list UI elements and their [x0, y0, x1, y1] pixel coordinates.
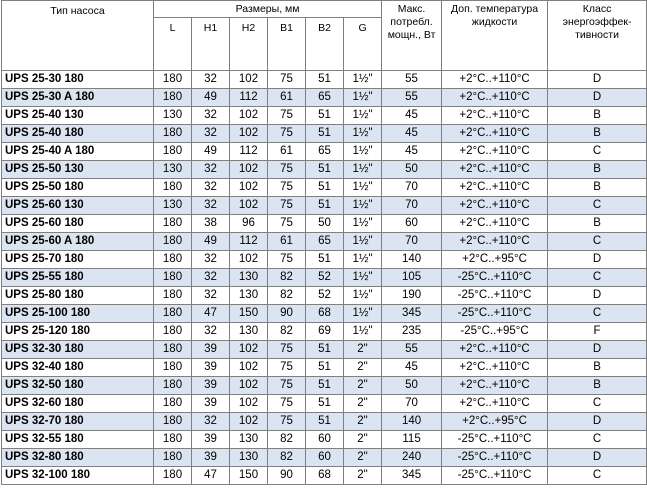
table-row [2, 89, 647, 107]
table-row [2, 305, 647, 323]
width-b1-cell: 75 [268, 125, 306, 143]
thread-g-cell: 1½" [344, 197, 382, 215]
width-b1-cell: 82 [268, 449, 306, 467]
fluid-temp-cell: +2°C..+110°C [442, 161, 548, 179]
length-l-cell: 180 [154, 287, 192, 305]
length-l-cell: 180 [154, 341, 192, 359]
table-row [2, 107, 647, 125]
length-l-cell: 180 [154, 377, 192, 395]
table-row [2, 251, 647, 269]
fluid-temp-cell: +2°C..+110°C [442, 395, 548, 413]
fluid-temp-cell: +2°C..+110°C [442, 233, 548, 251]
energy-class-cell: D [548, 71, 647, 89]
table-row [2, 449, 647, 467]
width-b2-cell: 51 [306, 107, 344, 125]
max-power-cell: 55 [382, 341, 442, 359]
length-l-cell: 180 [154, 233, 192, 251]
height-h2-cell: 102 [230, 197, 268, 215]
pump-model-cell: UPS 25-30 A 180 [2, 89, 154, 107]
height-h1-cell: 39 [192, 449, 230, 467]
max-power-cell: 115 [382, 431, 442, 449]
header-h2: H2 [230, 18, 268, 71]
max-power-cell: 45 [382, 359, 442, 377]
max-power-cell: 190 [382, 287, 442, 305]
pump-model-cell: UPS 32-30 180 [2, 341, 154, 359]
max-power-cell: 60 [382, 215, 442, 233]
height-h2-cell: 130 [230, 431, 268, 449]
max-power-cell: 50 [382, 377, 442, 395]
height-h1-cell: 39 [192, 359, 230, 377]
max-power-cell: 345 [382, 467, 442, 485]
thread-g-cell: 2" [344, 413, 382, 431]
fluid-temp-cell: +2°C..+110°C [442, 215, 548, 233]
energy-class-cell: D [548, 251, 647, 269]
max-power-cell: 70 [382, 179, 442, 197]
energy-class-cell: B [548, 107, 647, 125]
height-h1-cell: 39 [192, 431, 230, 449]
height-h2-cell: 150 [230, 467, 268, 485]
thread-g-cell: 2" [344, 431, 382, 449]
pump-model-cell: UPS 25-60 A 180 [2, 233, 154, 251]
width-b2-cell: 51 [306, 161, 344, 179]
thread-g-cell: 1½" [344, 269, 382, 287]
table-body [2, 71, 647, 485]
height-h1-cell: 32 [192, 323, 230, 341]
length-l-cell: 180 [154, 89, 192, 107]
energy-class-cell: D [548, 341, 647, 359]
header-fluid-temp: Доп. температура жидкости [442, 1, 548, 71]
table-row [2, 71, 647, 89]
length-l-cell: 130 [154, 161, 192, 179]
height-h2-cell: 112 [230, 143, 268, 161]
pump-model-cell: UPS 25-50 180 [2, 179, 154, 197]
height-h2-cell: 102 [230, 125, 268, 143]
fluid-temp-cell: +2°C..+110°C [442, 107, 548, 125]
height-h2-cell: 102 [230, 341, 268, 359]
height-h1-cell: 32 [192, 251, 230, 269]
pump-model-cell: UPS 25-50 130 [2, 161, 154, 179]
height-h2-cell: 112 [230, 89, 268, 107]
thread-g-cell: 2" [344, 395, 382, 413]
height-h2-cell: 102 [230, 359, 268, 377]
max-power-cell: 240 [382, 449, 442, 467]
thread-g-cell: 1½" [344, 71, 382, 89]
pump-model-cell: UPS 32-55 180 [2, 431, 154, 449]
fluid-temp-cell: +2°C..+110°C [442, 179, 548, 197]
width-b1-cell: 75 [268, 161, 306, 179]
thread-g-cell: 2" [344, 467, 382, 485]
height-h2-cell: 102 [230, 395, 268, 413]
height-h1-cell: 47 [192, 305, 230, 323]
length-l-cell: 180 [154, 431, 192, 449]
fluid-temp-cell: -25°C..+110°C [442, 287, 548, 305]
length-l-cell: 180 [154, 269, 192, 287]
thread-g-cell: 1½" [344, 107, 382, 125]
height-h2-cell: 96 [230, 215, 268, 233]
length-l-cell: 180 [154, 395, 192, 413]
max-power-cell: 345 [382, 305, 442, 323]
energy-class-cell: C [548, 467, 647, 485]
header-b1: B1 [268, 18, 306, 71]
energy-class-cell: C [548, 233, 647, 251]
width-b2-cell: 68 [306, 467, 344, 485]
height-h2-cell: 102 [230, 107, 268, 125]
height-h1-cell: 32 [192, 161, 230, 179]
length-l-cell: 180 [154, 413, 192, 431]
max-power-cell: 45 [382, 143, 442, 161]
pump-model-cell: UPS 32-60 180 [2, 395, 154, 413]
length-l-cell: 180 [154, 251, 192, 269]
length-l-cell: 130 [154, 197, 192, 215]
height-h2-cell: 102 [230, 377, 268, 395]
thread-g-cell: 1½" [344, 305, 382, 323]
width-b2-cell: 51 [306, 197, 344, 215]
fluid-temp-cell: +2°C..+110°C [442, 359, 548, 377]
width-b2-cell: 68 [306, 305, 344, 323]
width-b2-cell: 51 [306, 251, 344, 269]
height-h1-cell: 32 [192, 71, 230, 89]
energy-class-cell: B [548, 179, 647, 197]
table-row [2, 197, 647, 215]
thread-g-cell: 2" [344, 449, 382, 467]
width-b1-cell: 75 [268, 107, 306, 125]
energy-class-cell: B [548, 359, 647, 377]
width-b1-cell: 82 [268, 323, 306, 341]
height-h2-cell: 102 [230, 251, 268, 269]
height-h1-cell: 49 [192, 233, 230, 251]
height-h1-cell: 49 [192, 89, 230, 107]
pump-model-cell: UPS 25-60 130 [2, 197, 154, 215]
length-l-cell: 130 [154, 107, 192, 125]
energy-class-cell: C [548, 305, 647, 323]
max-power-cell: 140 [382, 413, 442, 431]
energy-class-cell: D [548, 449, 647, 467]
thread-g-cell: 1½" [344, 143, 382, 161]
max-power-cell: 70 [382, 233, 442, 251]
table-row [2, 125, 647, 143]
table-row [2, 269, 647, 287]
height-h1-cell: 39 [192, 377, 230, 395]
length-l-cell: 180 [154, 359, 192, 377]
thread-g-cell: 1½" [344, 251, 382, 269]
pump-model-cell: UPS 32-40 180 [2, 359, 154, 377]
thread-g-cell: 2" [344, 377, 382, 395]
energy-class-cell: C [548, 143, 647, 161]
width-b2-cell: 50 [306, 215, 344, 233]
height-h2-cell: 150 [230, 305, 268, 323]
pump-model-cell: UPS 25-100 180 [2, 305, 154, 323]
energy-class-cell: B [548, 377, 647, 395]
height-h1-cell: 38 [192, 215, 230, 233]
fluid-temp-cell: +2°C..+95°C [442, 413, 548, 431]
energy-class-cell: D [548, 89, 647, 107]
table-row [2, 287, 647, 305]
length-l-cell: 180 [154, 305, 192, 323]
length-l-cell: 180 [154, 449, 192, 467]
width-b2-cell: 52 [306, 287, 344, 305]
pump-model-cell: UPS 25-70 180 [2, 251, 154, 269]
thread-g-cell: 2" [344, 341, 382, 359]
height-h2-cell: 102 [230, 179, 268, 197]
max-power-cell: 70 [382, 197, 442, 215]
thread-g-cell: 1½" [344, 179, 382, 197]
header-dimensions: Размеры, мм [154, 1, 382, 18]
energy-class-cell: C [548, 395, 647, 413]
width-b1-cell: 61 [268, 233, 306, 251]
length-l-cell: 180 [154, 125, 192, 143]
width-b1-cell: 75 [268, 179, 306, 197]
thread-g-cell: 1½" [344, 215, 382, 233]
table-row [2, 467, 647, 485]
table-row [2, 143, 647, 161]
width-b1-cell: 82 [268, 431, 306, 449]
fluid-temp-cell: -25°C..+95°C [442, 323, 548, 341]
width-b1-cell: 61 [268, 89, 306, 107]
fluid-temp-cell: -25°C..+110°C [442, 467, 548, 485]
width-b2-cell: 51 [306, 125, 344, 143]
height-h2-cell: 102 [230, 71, 268, 89]
fluid-temp-cell: -25°C..+110°C [442, 305, 548, 323]
header-energy-class: Класс энергоэффек-тивности [548, 1, 647, 71]
width-b1-cell: 75 [268, 341, 306, 359]
fluid-temp-cell: +2°C..+110°C [442, 341, 548, 359]
height-h1-cell: 47 [192, 467, 230, 485]
length-l-cell: 180 [154, 71, 192, 89]
max-power-cell: 105 [382, 269, 442, 287]
pump-model-cell: UPS 32-100 180 [2, 467, 154, 485]
length-l-cell: 180 [154, 215, 192, 233]
width-b1-cell: 75 [268, 71, 306, 89]
height-h1-cell: 32 [192, 107, 230, 125]
thread-g-cell: 1½" [344, 161, 382, 179]
width-b1-cell: 75 [268, 395, 306, 413]
length-l-cell: 180 [154, 179, 192, 197]
table-row [2, 233, 647, 251]
pump-model-cell: UPS 25-60 180 [2, 215, 154, 233]
thread-g-cell: 1½" [344, 89, 382, 107]
header-h1: H1 [192, 18, 230, 71]
max-power-cell: 235 [382, 323, 442, 341]
thread-g-cell: 1½" [344, 323, 382, 341]
height-h1-cell: 39 [192, 395, 230, 413]
pump-model-cell: UPS 25-80 180 [2, 287, 154, 305]
table-row [2, 359, 647, 377]
height-h1-cell: 32 [192, 197, 230, 215]
width-b2-cell: 51 [306, 413, 344, 431]
width-b1-cell: 75 [268, 215, 306, 233]
energy-class-cell: B [548, 161, 647, 179]
pump-model-cell: UPS 25-40 A 180 [2, 143, 154, 161]
energy-class-cell: B [548, 215, 647, 233]
width-b2-cell: 51 [306, 179, 344, 197]
fluid-temp-cell: +2°C..+110°C [442, 377, 548, 395]
width-b2-cell: 52 [306, 269, 344, 287]
height-h2-cell: 130 [230, 269, 268, 287]
width-b2-cell: 60 [306, 449, 344, 467]
fluid-temp-cell: +2°C..+110°C [442, 197, 548, 215]
pump-model-cell: UPS 25-55 180 [2, 269, 154, 287]
width-b1-cell: 75 [268, 359, 306, 377]
height-h1-cell: 32 [192, 413, 230, 431]
max-power-cell: 45 [382, 125, 442, 143]
max-power-cell: 140 [382, 251, 442, 269]
pump-model-cell: UPS 25-120 180 [2, 323, 154, 341]
height-h2-cell: 102 [230, 161, 268, 179]
width-b1-cell: 75 [268, 377, 306, 395]
pump-model-cell: UPS 25-40 130 [2, 107, 154, 125]
energy-class-cell: D [548, 287, 647, 305]
fluid-temp-cell: -25°C..+110°C [442, 269, 548, 287]
energy-class-cell: C [548, 197, 647, 215]
height-h2-cell: 102 [230, 413, 268, 431]
header-l: L [154, 18, 192, 71]
fluid-temp-cell: +2°C..+110°C [442, 125, 548, 143]
width-b1-cell: 75 [268, 413, 306, 431]
pump-spec-table [1, 0, 647, 485]
length-l-cell: 180 [154, 323, 192, 341]
width-b2-cell: 65 [306, 89, 344, 107]
max-power-cell: 50 [382, 161, 442, 179]
thread-g-cell: 1½" [344, 125, 382, 143]
width-b1-cell: 75 [268, 197, 306, 215]
header-max-power: Макс. потребл. мощн., Вт [382, 1, 442, 71]
width-b2-cell: 51 [306, 341, 344, 359]
thread-g-cell: 2" [344, 359, 382, 377]
energy-class-cell: C [548, 431, 647, 449]
table-row [2, 395, 647, 413]
height-h1-cell: 49 [192, 143, 230, 161]
max-power-cell: 55 [382, 89, 442, 107]
table-row [2, 161, 647, 179]
width-b1-cell: 90 [268, 467, 306, 485]
height-h2-cell: 130 [230, 323, 268, 341]
thread-g-cell: 1½" [344, 287, 382, 305]
max-power-cell: 45 [382, 107, 442, 125]
width-b2-cell: 65 [306, 143, 344, 161]
energy-class-cell: C [548, 269, 647, 287]
table-row [2, 431, 647, 449]
table-row [2, 179, 647, 197]
table-row [2, 215, 647, 233]
width-b1-cell: 82 [268, 269, 306, 287]
max-power-cell: 55 [382, 71, 442, 89]
height-h1-cell: 32 [192, 125, 230, 143]
width-b1-cell: 61 [268, 143, 306, 161]
max-power-cell: 70 [382, 395, 442, 413]
width-b1-cell: 82 [268, 287, 306, 305]
width-b2-cell: 51 [306, 377, 344, 395]
pump-model-cell: UPS 32-70 180 [2, 413, 154, 431]
table-row [2, 377, 647, 395]
fluid-temp-cell: -25°C..+110°C [442, 431, 548, 449]
width-b2-cell: 69 [306, 323, 344, 341]
energy-class-cell: D [548, 413, 647, 431]
pump-model-cell: UPS 32-80 180 [2, 449, 154, 467]
table-row [2, 323, 647, 341]
pump-model-cell: UPS 32-50 180 [2, 377, 154, 395]
height-h2-cell: 130 [230, 287, 268, 305]
fluid-temp-cell: +2°C..+110°C [442, 89, 548, 107]
height-h2-cell: 112 [230, 233, 268, 251]
fluid-temp-cell: +2°C..+110°C [442, 143, 548, 161]
height-h1-cell: 32 [192, 287, 230, 305]
energy-class-cell: F [548, 323, 647, 341]
height-h1-cell: 39 [192, 341, 230, 359]
thread-g-cell: 1½" [344, 233, 382, 251]
length-l-cell: 180 [154, 467, 192, 485]
width-b1-cell: 75 [268, 251, 306, 269]
height-h1-cell: 32 [192, 269, 230, 287]
header-b2: B2 [306, 18, 344, 71]
width-b2-cell: 51 [306, 71, 344, 89]
height-h1-cell: 32 [192, 179, 230, 197]
length-l-cell: 180 [154, 143, 192, 161]
fluid-temp-cell: +2°C..+95°C [442, 251, 548, 269]
header-pump-type: Тип насоса [2, 1, 154, 71]
table-row [2, 413, 647, 431]
energy-class-cell: B [548, 125, 647, 143]
width-b2-cell: 65 [306, 233, 344, 251]
width-b2-cell: 51 [306, 395, 344, 413]
pump-model-cell: UPS 25-30 180 [2, 71, 154, 89]
table-row [2, 341, 647, 359]
width-b1-cell: 90 [268, 305, 306, 323]
fluid-temp-cell: +2°C..+110°C [442, 71, 548, 89]
width-b2-cell: 60 [306, 431, 344, 449]
height-h2-cell: 130 [230, 449, 268, 467]
header-g: G [344, 18, 382, 71]
fluid-temp-cell: -25°C..+110°C [442, 449, 548, 467]
width-b2-cell: 51 [306, 359, 344, 377]
pump-model-cell: UPS 25-40 180 [2, 125, 154, 143]
